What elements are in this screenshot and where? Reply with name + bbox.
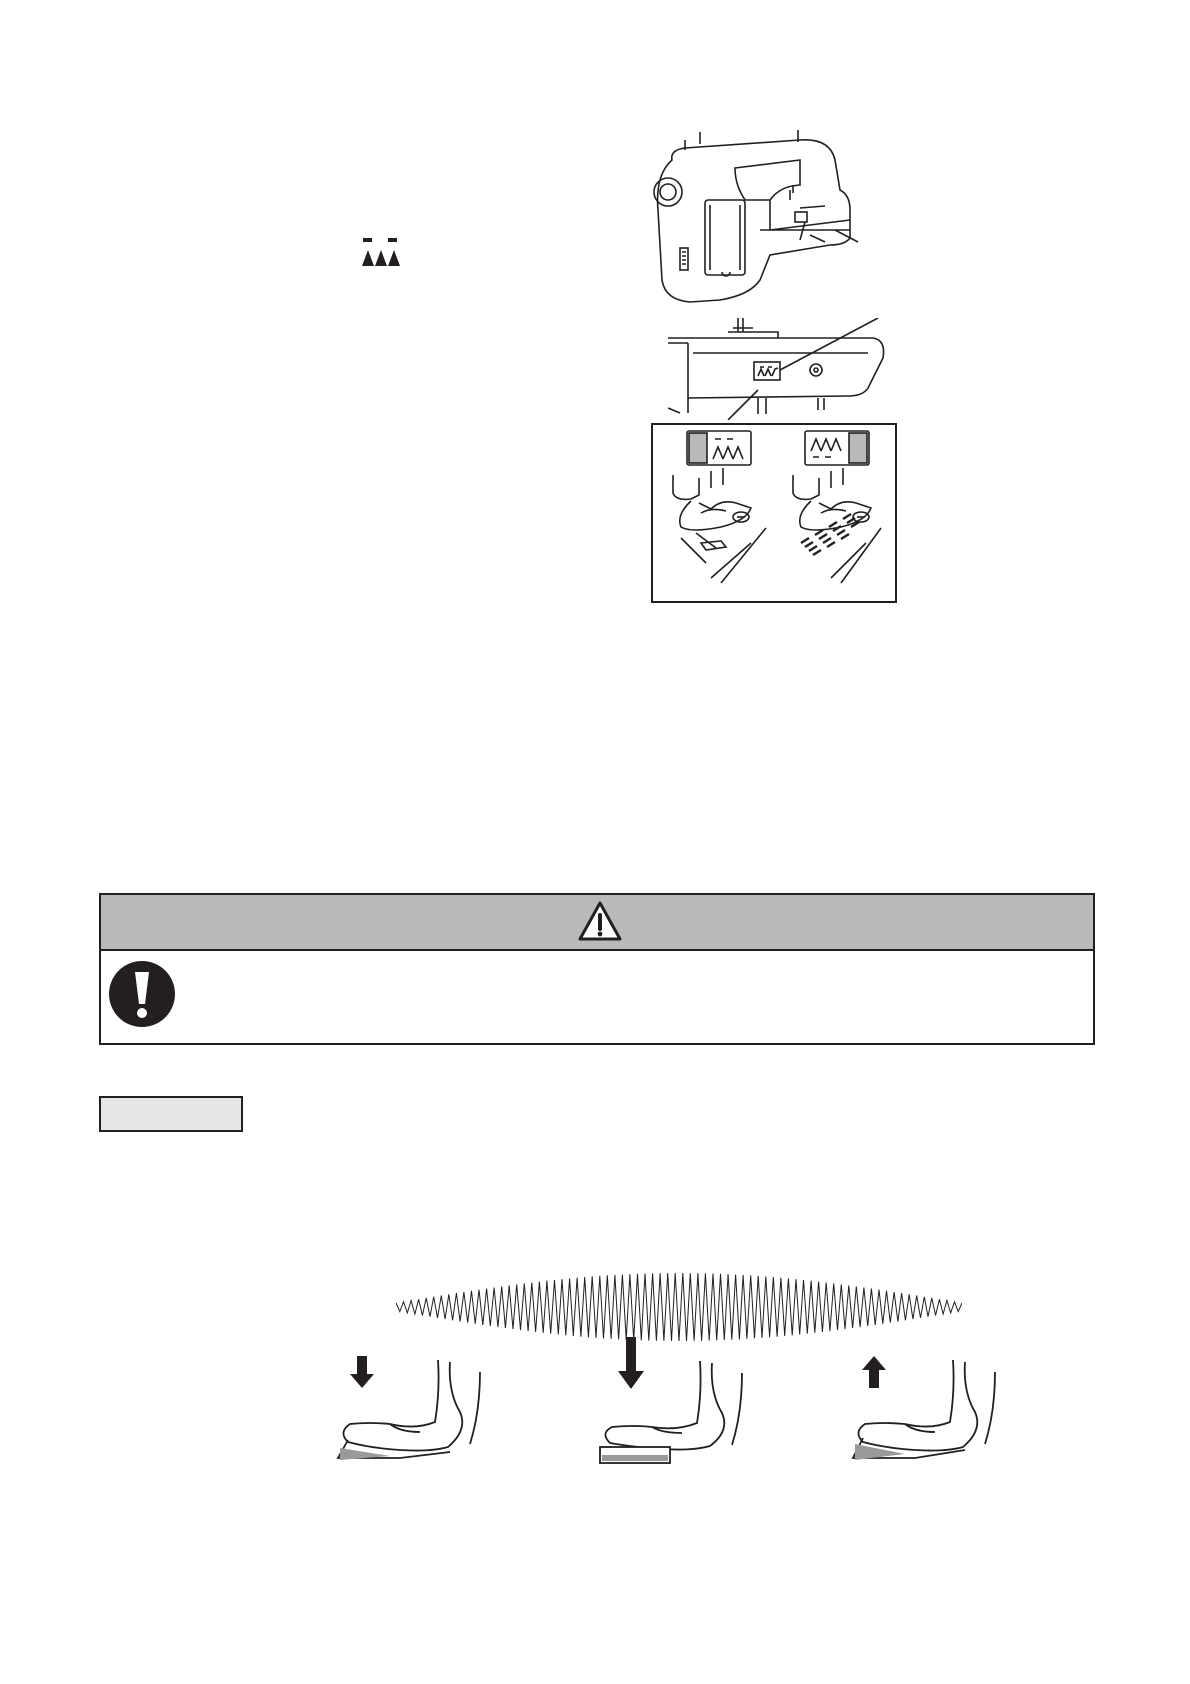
- exclamation-circle-icon: [108, 960, 176, 1028]
- zigzag-wave-line: [396, 1273, 962, 1341]
- note-label: [99, 1096, 243, 1132]
- foot-pedal-light-press: [330, 1352, 500, 1470]
- caution-box: [99, 893, 1095, 1045]
- down-arrow-icon: [350, 1356, 374, 1388]
- feed-dog-icon: [360, 236, 404, 270]
- down-arrow-large-icon: [618, 1337, 644, 1389]
- up-arrow-icon: [862, 1356, 886, 1388]
- foot-pedal-full-press: [592, 1333, 762, 1451]
- caution-header: [101, 895, 1093, 951]
- feed-dog-detail-panel: [651, 423, 897, 603]
- sewing-machine-illustration: [650, 130, 880, 315]
- warning-triangle-icon: [578, 900, 622, 942]
- foot-pedal-release: [845, 1352, 1015, 1470]
- machine-base-illustration: [668, 318, 890, 420]
